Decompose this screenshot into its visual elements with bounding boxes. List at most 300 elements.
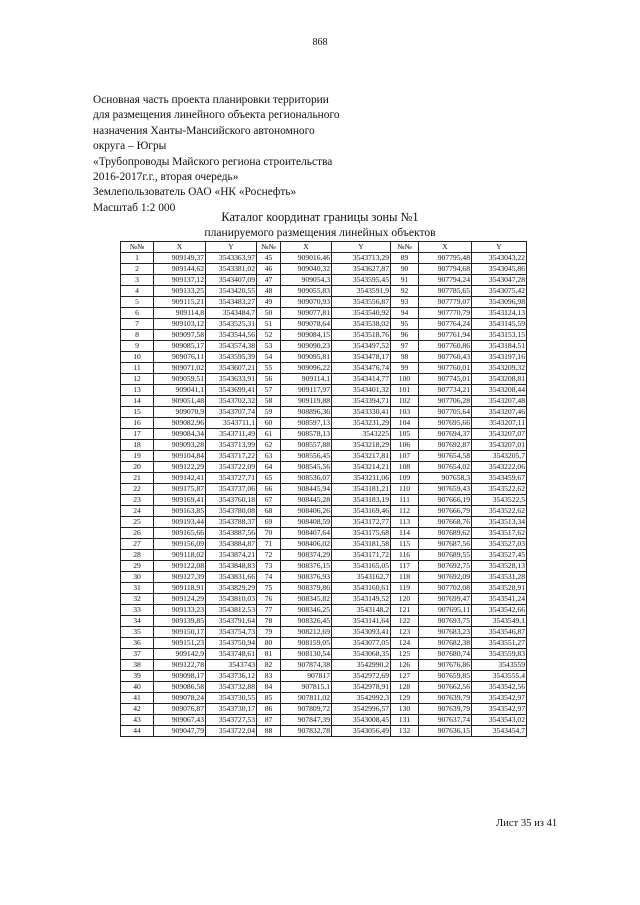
- y-coordinate: 3543730,17: [206, 704, 257, 715]
- y-coordinate: 3543702,32: [206, 396, 257, 407]
- point-number: 69: [257, 517, 281, 528]
- header-line: «Трубопроводы Майского региона строительства: [93, 155, 333, 168]
- point-number: 88: [257, 726, 281, 737]
- column-header: X: [281, 242, 332, 253]
- x-coordinate: 907692,87: [419, 440, 472, 451]
- point-number: 58: [257, 396, 281, 407]
- y-coordinate: 3543874,21: [206, 550, 257, 561]
- point-number: 61: [257, 429, 281, 440]
- y-coordinate: 3543068,35: [332, 649, 391, 660]
- point-number: 52: [257, 330, 281, 341]
- y-coordinate: 3543555,4: [472, 671, 527, 682]
- y-coordinate: 3543518,76: [332, 330, 391, 341]
- y-coordinate: 3543407,09: [206, 275, 257, 286]
- table-row: [121, 660, 527, 671]
- point-number: 14: [121, 396, 154, 407]
- y-coordinate: 3543330,41: [332, 407, 391, 418]
- y-coordinate: 3543574,38: [206, 341, 257, 352]
- y-coordinate: 3543737,06: [206, 484, 257, 495]
- x-coordinate: 907636,15: [419, 726, 472, 737]
- point-number: 92: [391, 286, 419, 297]
- point-number: 49: [257, 297, 281, 308]
- table-row: [121, 616, 527, 627]
- point-number: 55: [257, 363, 281, 374]
- table-row: [121, 319, 527, 330]
- point-number: 110: [391, 484, 419, 495]
- x-coordinate: 908556,45: [281, 451, 332, 462]
- x-coordinate: 907689,62: [419, 528, 472, 539]
- point-number: 63: [257, 451, 281, 462]
- point-number: 19: [121, 451, 154, 462]
- x-coordinate: 907659,85: [419, 671, 472, 682]
- y-coordinate: 3543887,56: [206, 528, 257, 539]
- x-coordinate: 908536,07: [281, 473, 332, 484]
- point-number: 91: [391, 275, 419, 286]
- x-coordinate: 909175,87: [154, 484, 206, 495]
- y-coordinate: 3543788,37: [206, 517, 257, 528]
- x-coordinate: 909163,85: [154, 506, 206, 517]
- y-coordinate: 3543208,44: [472, 385, 527, 396]
- y-coordinate: 3543075,42: [472, 286, 527, 297]
- catalog-subtitle: планируемого размещения линейных объектов: [204, 226, 436, 239]
- header-line: Основная часть проекта планировки территории: [93, 94, 329, 106]
- y-coordinate: 3543231,29: [332, 418, 391, 429]
- y-coordinate: 3543124,13: [472, 308, 527, 319]
- table-row: [121, 385, 527, 396]
- point-number: 22: [121, 484, 154, 495]
- point-number: 94: [391, 308, 419, 319]
- x-coordinate: 909059,51: [154, 374, 206, 385]
- x-coordinate: 907637,74: [419, 715, 472, 726]
- point-number: 84: [257, 682, 281, 693]
- y-coordinate: 3543829,29: [206, 583, 257, 594]
- x-coordinate: 909122,29: [154, 462, 206, 473]
- x-coordinate: 907658,3: [419, 473, 472, 484]
- point-number: 16: [121, 418, 154, 429]
- point-number: 33: [121, 605, 154, 616]
- table-row: [121, 495, 527, 506]
- x-coordinate: 907694,37: [419, 429, 472, 440]
- x-coordinate: 907683,23: [419, 627, 472, 638]
- x-coordinate: 909193,44: [154, 517, 206, 528]
- x-coordinate: 909040,32: [281, 264, 332, 275]
- y-coordinate: 3543699,41: [206, 385, 257, 396]
- table-row: [121, 704, 527, 715]
- project-header: [93, 93, 340, 216]
- x-coordinate: 907779,07: [419, 297, 472, 308]
- x-coordinate: 908379,86: [281, 583, 332, 594]
- point-number: 44: [121, 726, 154, 737]
- point-number: 32: [121, 594, 154, 605]
- point-number: 125: [391, 649, 419, 660]
- x-coordinate: 909084,15: [281, 330, 332, 341]
- x-coordinate: 909151,23: [154, 638, 206, 649]
- x-coordinate: 909093,28: [154, 440, 206, 451]
- table-body: [121, 253, 527, 737]
- table-row: [121, 506, 527, 517]
- point-number: 6: [121, 308, 154, 319]
- point-number: 100: [391, 374, 419, 385]
- x-coordinate: 909137,12: [154, 275, 206, 286]
- x-coordinate: 909117,97: [281, 385, 332, 396]
- point-number: 90: [391, 264, 419, 275]
- table-row: [121, 440, 527, 451]
- point-number: 60: [257, 418, 281, 429]
- x-coordinate: 908408,59: [281, 517, 332, 528]
- point-number: 98: [391, 352, 419, 363]
- point-number: 40: [121, 682, 154, 693]
- x-coordinate: 909078,24: [154, 693, 206, 704]
- point-number: 115: [391, 539, 419, 550]
- y-coordinate: 3543791,64: [206, 616, 257, 627]
- x-coordinate: 907692,75: [419, 561, 472, 572]
- y-coordinate: 3543717,22: [206, 451, 257, 462]
- point-number: 77: [257, 605, 281, 616]
- y-coordinate: 3543522,62: [472, 506, 527, 517]
- y-coordinate: 3543478,17: [332, 352, 391, 363]
- x-coordinate: 908346,25: [281, 605, 332, 616]
- x-coordinate: 907874,38: [281, 660, 332, 671]
- table-row: [121, 583, 527, 594]
- point-number: 54: [257, 352, 281, 363]
- table-row: [121, 715, 527, 726]
- point-number: 75: [257, 583, 281, 594]
- point-number: 17: [121, 429, 154, 440]
- point-number: 67: [257, 495, 281, 506]
- x-coordinate: 908130,54: [281, 649, 332, 660]
- y-coordinate: 3543743: [206, 660, 257, 671]
- y-coordinate: 3543148,2: [332, 605, 391, 616]
- y-coordinate: 3543525,31: [206, 319, 257, 330]
- y-coordinate: 3543522,5: [472, 495, 527, 506]
- y-coordinate: 3543183,19: [332, 495, 391, 506]
- x-coordinate: 908578,13: [281, 429, 332, 440]
- point-number: 116: [391, 550, 419, 561]
- x-coordinate: 907734,21: [419, 385, 472, 396]
- point-number: 105: [391, 429, 419, 440]
- point-number: 34: [121, 616, 154, 627]
- y-coordinate: 3543540,92: [332, 308, 391, 319]
- point-number: 56: [257, 374, 281, 385]
- y-coordinate: 3543381,02: [206, 264, 257, 275]
- y-coordinate: 3543165,05: [332, 561, 391, 572]
- x-coordinate: 907706,28: [419, 396, 472, 407]
- x-coordinate: 909070,9: [154, 407, 206, 418]
- point-number: 29: [121, 561, 154, 572]
- point-number: 82: [257, 660, 281, 671]
- y-coordinate: 3542978,91: [332, 682, 391, 693]
- point-number: 85: [257, 693, 281, 704]
- y-coordinate: 3543207,01: [472, 440, 527, 451]
- table-row: [121, 363, 527, 374]
- y-coordinate: 3543175,68: [332, 528, 391, 539]
- x-coordinate: 909070,93: [281, 297, 332, 308]
- x-coordinate: 909115,21: [154, 297, 206, 308]
- y-coordinate: 3543722,04: [206, 726, 257, 737]
- table-row: [121, 693, 527, 704]
- x-coordinate: 909103,12: [154, 319, 206, 330]
- y-coordinate: 3543093,41: [332, 627, 391, 638]
- table-row: [121, 638, 527, 649]
- x-coordinate: 908374,29: [281, 550, 332, 561]
- y-coordinate: 3543527,03: [472, 539, 527, 550]
- y-coordinate: 3543531,28: [472, 572, 527, 583]
- y-coordinate: 3543707,74: [206, 407, 257, 418]
- point-number: 74: [257, 572, 281, 583]
- x-coordinate: 909144,62: [154, 264, 206, 275]
- y-coordinate: 3543077,05: [332, 638, 391, 649]
- y-coordinate: 3543208,81: [472, 374, 527, 385]
- point-number: 3: [121, 275, 154, 286]
- table-row: [121, 429, 527, 440]
- y-coordinate: 3543207,07: [472, 429, 527, 440]
- point-number: 130: [391, 704, 419, 715]
- y-coordinate: 3543754,73: [206, 627, 257, 638]
- point-number: 78: [257, 616, 281, 627]
- y-coordinate: 3543513,34: [472, 517, 527, 528]
- x-coordinate: 908212,69: [281, 627, 332, 638]
- y-coordinate: 3543401,32: [332, 385, 391, 396]
- x-coordinate: 907639,79: [419, 693, 472, 704]
- table-row: [121, 649, 527, 660]
- y-coordinate: 3543528,91: [472, 583, 527, 594]
- y-coordinate: 3543559,83: [472, 649, 527, 660]
- y-coordinate: 3543045,86: [472, 264, 527, 275]
- point-number: 117: [391, 561, 419, 572]
- y-coordinate: 3543207,48: [472, 396, 527, 407]
- point-number: 41: [121, 693, 154, 704]
- table-row: [121, 484, 527, 495]
- table-row: [121, 528, 527, 539]
- point-number: 80: [257, 638, 281, 649]
- point-number: 45: [257, 253, 281, 264]
- point-number: 128: [391, 682, 419, 693]
- point-number: 121: [391, 605, 419, 616]
- y-coordinate: 3543222,06: [472, 462, 527, 473]
- point-number: 18: [121, 440, 154, 451]
- point-number: 112: [391, 506, 419, 517]
- point-number: 95: [391, 319, 419, 330]
- y-coordinate: 3543209,32: [472, 363, 527, 374]
- x-coordinate: 907662,56: [419, 682, 472, 693]
- point-number: 124: [391, 638, 419, 649]
- x-coordinate: 909054,3: [281, 275, 332, 286]
- x-coordinate: 909133,25: [154, 286, 206, 297]
- x-coordinate: 907682,38: [419, 638, 472, 649]
- x-coordinate: 907687,56: [419, 539, 472, 550]
- table-row: [121, 253, 527, 264]
- point-number: 83: [257, 671, 281, 682]
- x-coordinate: 909084,34: [154, 429, 206, 440]
- point-number: 38: [121, 660, 154, 671]
- point-number: 5: [121, 297, 154, 308]
- x-coordinate: 907761,94: [419, 330, 472, 341]
- point-number: 12: [121, 374, 154, 385]
- catalog-title: Каталог координат границы зоны №1: [221, 210, 419, 224]
- x-coordinate: 907760,01: [419, 363, 472, 374]
- point-number: 47: [257, 275, 281, 286]
- y-coordinate: 3543595,39: [206, 352, 257, 363]
- point-number: 103: [391, 407, 419, 418]
- table-row: [121, 407, 527, 418]
- x-coordinate: 909142,9: [154, 649, 206, 660]
- point-number: 81: [257, 649, 281, 660]
- x-coordinate: 907639,79: [419, 704, 472, 715]
- y-coordinate: 3543780,08: [206, 506, 257, 517]
- point-number: 4: [121, 286, 154, 297]
- header-line: назначения Ханты-Мансийского автономного: [93, 124, 315, 137]
- x-coordinate: 909150,17: [154, 627, 206, 638]
- y-coordinate: 3543497,52: [332, 341, 391, 352]
- point-number: 118: [391, 572, 419, 583]
- y-coordinate: 3543214,21: [332, 462, 391, 473]
- header-line: 2016-2017г.г., вторая очередь»: [93, 171, 239, 184]
- table-row: [121, 726, 527, 737]
- x-coordinate: 909076,11: [154, 352, 206, 363]
- y-coordinate: 3543217,81: [332, 451, 391, 462]
- x-coordinate: 907794,24: [419, 275, 472, 286]
- x-coordinate: 909076,87: [154, 704, 206, 715]
- table-row: [121, 594, 527, 605]
- header-line: Масштаб 1:2 000: [93, 201, 176, 214]
- x-coordinate: 907654,58: [419, 451, 472, 462]
- y-coordinate: 3543394,71: [332, 396, 391, 407]
- x-coordinate: 907680,74: [419, 649, 472, 660]
- point-number: 93: [391, 297, 419, 308]
- table-row: [121, 682, 527, 693]
- y-coordinate: 3543727,71: [206, 473, 257, 484]
- x-coordinate: 909122,78: [154, 660, 206, 671]
- x-coordinate: 907702,08: [419, 583, 472, 594]
- point-number: 24: [121, 506, 154, 517]
- column-header: X: [154, 242, 206, 253]
- table-row: [121, 572, 527, 583]
- y-coordinate: 3543181,21: [332, 484, 391, 495]
- x-coordinate: 908407,64: [281, 528, 332, 539]
- point-number: 107: [391, 451, 419, 462]
- y-coordinate: 3543538,02: [332, 319, 391, 330]
- y-coordinate: 3543711,49: [206, 429, 257, 440]
- header-line: для размещения линейного объекта регионального: [93, 109, 340, 122]
- y-coordinate: 3543607,21: [206, 363, 257, 374]
- x-coordinate: 909041,1: [154, 385, 206, 396]
- point-number: 89: [391, 253, 419, 264]
- point-number: 25: [121, 517, 154, 528]
- point-number: 26: [121, 528, 154, 539]
- point-number: 114: [391, 528, 419, 539]
- point-number: 51: [257, 319, 281, 330]
- x-coordinate: 907795,48: [419, 253, 472, 264]
- point-number: 35: [121, 627, 154, 638]
- table-row: [121, 396, 527, 407]
- x-coordinate: 907695,11: [419, 605, 472, 616]
- header-line: Землепользователь ОАО «НК «Роснефть»: [93, 186, 297, 199]
- point-number: 65: [257, 473, 281, 484]
- y-coordinate: 3543184,51: [472, 341, 527, 352]
- x-coordinate: 907654,02: [419, 462, 472, 473]
- x-coordinate: 907817: [281, 671, 332, 682]
- table-row: [121, 550, 527, 561]
- point-number: 127: [391, 671, 419, 682]
- y-coordinate: 3543145,59: [472, 319, 527, 330]
- point-number: 50: [257, 308, 281, 319]
- x-coordinate: 909169,41: [154, 495, 206, 506]
- point-number: 132: [391, 726, 419, 737]
- column-header: Y: [206, 242, 257, 253]
- point-number: 39: [121, 671, 154, 682]
- x-coordinate: 909122,08: [154, 561, 206, 572]
- y-coordinate: 3542990,2: [332, 660, 391, 671]
- point-number: 131: [391, 715, 419, 726]
- x-coordinate: 907699,47: [419, 594, 472, 605]
- x-coordinate: 909156,09: [154, 539, 206, 550]
- x-coordinate: 909098,17: [154, 671, 206, 682]
- y-coordinate: 3543225: [332, 429, 391, 440]
- y-coordinate: 3543730,55: [206, 693, 257, 704]
- y-coordinate: 3543556,87: [332, 297, 391, 308]
- coordinates-table: [120, 241, 527, 737]
- y-coordinate: 3543627,87: [332, 264, 391, 275]
- x-coordinate: 908376,93: [281, 572, 332, 583]
- y-coordinate: 3543420,55: [206, 286, 257, 297]
- x-coordinate: 907785,65: [419, 286, 472, 297]
- point-number: 43: [121, 715, 154, 726]
- y-coordinate: 3542996,57: [332, 704, 391, 715]
- x-coordinate: 909124,29: [154, 594, 206, 605]
- y-coordinate: 3543544,56: [206, 330, 257, 341]
- y-coordinate: 3543559: [472, 660, 527, 671]
- table-row: [121, 605, 527, 616]
- x-coordinate: 909095,81: [281, 352, 332, 363]
- x-coordinate: 907794,68: [419, 264, 472, 275]
- x-coordinate: 907760,86: [419, 341, 472, 352]
- y-coordinate: 3543831,66: [206, 572, 257, 583]
- x-coordinate: 909067,43: [154, 715, 206, 726]
- x-coordinate: 909119,88: [281, 396, 332, 407]
- y-coordinate: 3543541,24: [472, 594, 527, 605]
- y-coordinate: 3543205,7: [472, 451, 527, 462]
- point-number: 101: [391, 385, 419, 396]
- table-row: [121, 341, 527, 352]
- y-coordinate: 3543848,83: [206, 561, 257, 572]
- point-number: 48: [257, 286, 281, 297]
- x-coordinate: 907695,66: [419, 418, 472, 429]
- point-number: 36: [121, 638, 154, 649]
- table-row: [121, 308, 527, 319]
- y-coordinate: 3543484,7: [206, 308, 257, 319]
- table-header-row: [121, 242, 527, 253]
- point-number: 59: [257, 407, 281, 418]
- point-number: 86: [257, 704, 281, 715]
- y-coordinate: 3543207,46: [472, 407, 527, 418]
- x-coordinate: 907815,1: [281, 682, 332, 693]
- x-coordinate: 909078,64: [281, 319, 332, 330]
- column-header: Y: [332, 242, 391, 253]
- table-row: [121, 264, 527, 275]
- x-coordinate: 909077,81: [281, 308, 332, 319]
- point-number: 13: [121, 385, 154, 396]
- y-coordinate: 3543171,72: [332, 550, 391, 561]
- point-number: 70: [257, 528, 281, 539]
- y-coordinate: 3543732,88: [206, 682, 257, 693]
- x-coordinate: 909114,1: [281, 374, 332, 385]
- y-coordinate: 3543414,77: [332, 374, 391, 385]
- x-coordinate: 909139,85: [154, 616, 206, 627]
- x-coordinate: 908326,45: [281, 616, 332, 627]
- table-row: [121, 451, 527, 462]
- x-coordinate: 907666,19: [419, 495, 472, 506]
- point-number: 21: [121, 473, 154, 484]
